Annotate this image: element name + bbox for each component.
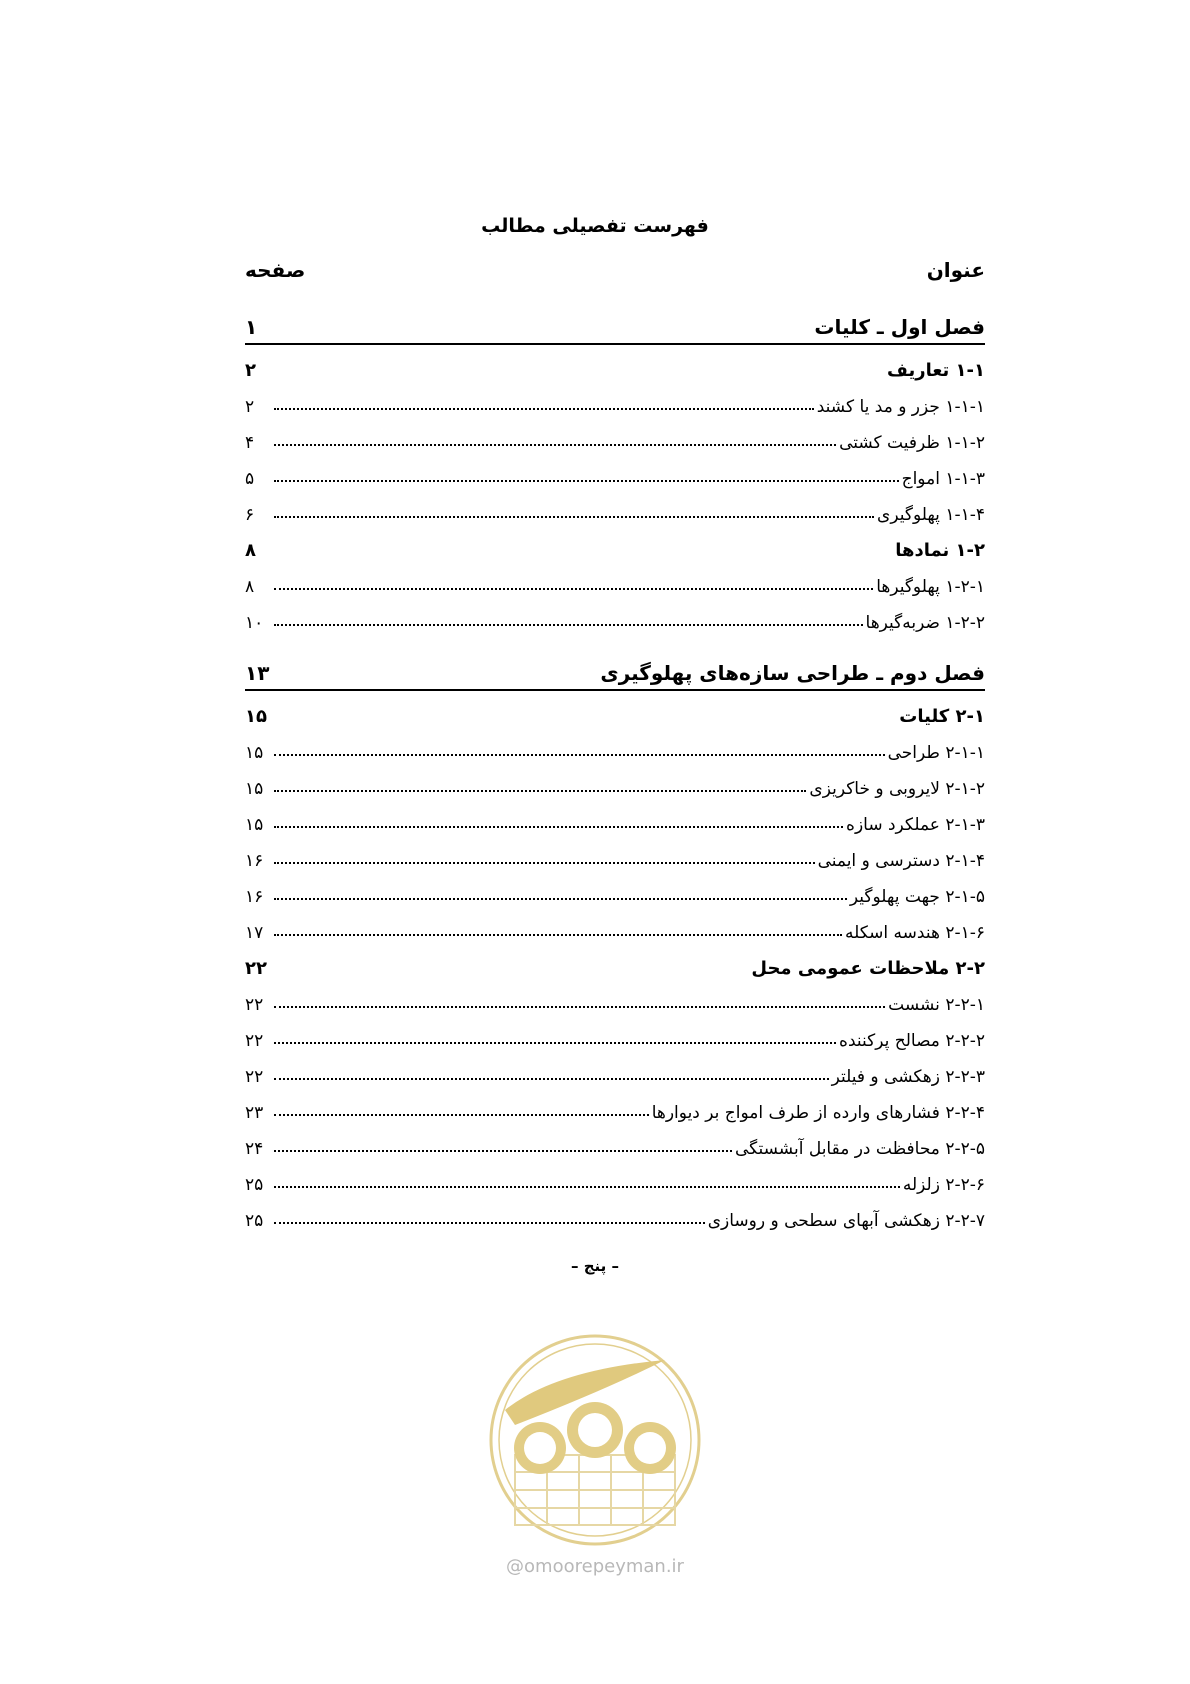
toc-item-row[interactable] bbox=[245, 1055, 985, 1091]
toc-entry-title: ۱-۱-۲ ظرفیت کشتی bbox=[839, 433, 985, 453]
toc-entry-page: ۸ bbox=[245, 577, 255, 597]
dot-leader bbox=[274, 754, 885, 756]
toc-entry-page: ۲ bbox=[245, 397, 255, 417]
toc-item-row[interactable] bbox=[245, 839, 985, 875]
watermark-seal-logo bbox=[485, 1330, 705, 1550]
toc-entry-page: ۱۵ bbox=[245, 706, 267, 727]
toc-entry-page: ۱۵ bbox=[245, 743, 264, 763]
toc-chapter-row[interactable] bbox=[245, 649, 985, 691]
toc-entry-title: ۱-۲ نمادها bbox=[895, 540, 985, 561]
toc-entry-page: ۱۵ bbox=[245, 815, 264, 835]
toc-entry-page: ۸ bbox=[245, 540, 256, 561]
toc-entry-title: ۱-۲-۲ ضربه‌گیرها bbox=[865, 613, 985, 633]
toc-entry-title: ۱-۲-۱ پهلوگیرها bbox=[876, 577, 985, 597]
toc-item-row[interactable] bbox=[245, 421, 985, 457]
toc-entry-page: ۲۵ bbox=[245, 1211, 264, 1231]
dot-leader bbox=[274, 624, 863, 626]
toc-entry-title: ۲-۲-۴ فشارهای وارده از طرف امواج بر دیوارها bbox=[651, 1103, 985, 1123]
toc-item-row[interactable] bbox=[245, 565, 985, 601]
toc-entry-page: ۶ bbox=[245, 505, 255, 525]
toc-entry-page: ۱ bbox=[245, 315, 258, 339]
toc-entry-title: ۲-۱-۴ دسترسی و ایمنی bbox=[817, 851, 985, 871]
toc-entry-page: ۲ bbox=[245, 360, 256, 381]
toc-entry-title: ۱-۱-۴ پهلوگیری bbox=[877, 505, 985, 525]
toc-item-row[interactable] bbox=[245, 731, 985, 767]
toc-entry-page: ۵ bbox=[245, 469, 255, 489]
toc-entry-page: ۲۵ bbox=[245, 1175, 264, 1195]
toc-entry-page: ۲۲ bbox=[245, 958, 267, 979]
dot-leader bbox=[274, 862, 815, 864]
toc-item-row[interactable] bbox=[245, 1127, 985, 1163]
toc-entry-page: ۲۲ bbox=[245, 995, 264, 1015]
toc-item-row[interactable] bbox=[245, 875, 985, 911]
toc-entry-title: ۲-۱-۵ جهت پهلوگیر bbox=[849, 887, 985, 907]
toc-item-row[interactable] bbox=[245, 767, 985, 803]
dot-leader bbox=[274, 1006, 885, 1008]
toc-entry-page: ۱۷ bbox=[245, 923, 264, 943]
toc-entry-page: ۱۵ bbox=[245, 779, 264, 799]
watermark-url: @omoorepeyman.ir bbox=[506, 1556, 684, 1577]
toc-entry-page: ۱۶ bbox=[245, 887, 264, 907]
toc-entry-page: ۲۲ bbox=[245, 1067, 264, 1087]
table-of-contents bbox=[245, 303, 985, 1235]
toc-entry-title: ۲-۱-۳ عملکرد سازه bbox=[846, 815, 985, 835]
page-number-footer: – پنج – bbox=[570, 1257, 619, 1275]
dot-leader bbox=[274, 898, 847, 900]
dot-leader bbox=[274, 826, 843, 828]
dot-leader bbox=[274, 516, 874, 518]
toc-entry-title: ۲-۲-۲ مصالح پرکننده bbox=[839, 1031, 985, 1051]
dot-leader bbox=[274, 1222, 705, 1224]
toc-entry-page: ۲۲ bbox=[245, 1031, 264, 1051]
toc-item-row[interactable] bbox=[245, 803, 985, 839]
toc-entry-title: ۲-۲-۵ محافظت در مقابل آبشستگی bbox=[734, 1139, 985, 1159]
toc-entry-title: ۲-۲-۷ زهکشی آبهای سطحی و روسازی bbox=[707, 1211, 985, 1231]
dot-leader bbox=[274, 444, 836, 446]
dot-leader bbox=[274, 1078, 829, 1080]
toc-entry-title: ۱-۱ تعاریف bbox=[887, 360, 985, 381]
chapter-spacer bbox=[245, 637, 985, 649]
page-title: فهرست تفصیلی مطالب bbox=[481, 215, 709, 237]
dot-leader bbox=[274, 1186, 900, 1188]
title-column-label: عنوان bbox=[926, 258, 985, 282]
toc-entry-title: ۲-۲-۳ زهکشی و فیلتر bbox=[831, 1067, 985, 1087]
dot-leader bbox=[274, 790, 806, 792]
toc-entry-page: ۱۳ bbox=[245, 661, 270, 685]
toc-entry-title: ۱-۱-۳ امواج bbox=[901, 469, 985, 489]
dot-leader bbox=[274, 1042, 836, 1044]
dot-leader bbox=[274, 934, 842, 936]
toc-entry-title: فصل اول ـ کلیات bbox=[814, 315, 985, 339]
toc-item-row[interactable] bbox=[245, 1199, 985, 1235]
toc-item-row[interactable] bbox=[245, 1163, 985, 1199]
toc-entry-title: ۲-۱-۱ طراحی bbox=[887, 743, 985, 763]
toc-section-row[interactable] bbox=[245, 947, 985, 983]
toc-entry-title: ۲-۲-۶ زلزله bbox=[902, 1175, 985, 1195]
page-column-label: صفحه bbox=[245, 258, 306, 282]
toc-entry-title: ۲-۱ کلیات bbox=[899, 706, 985, 727]
toc-section-row[interactable] bbox=[245, 349, 985, 385]
dot-leader bbox=[274, 1150, 732, 1152]
toc-entry-page: ۲۳ bbox=[245, 1103, 264, 1123]
toc-section-row[interactable] bbox=[245, 529, 985, 565]
toc-item-row[interactable] bbox=[245, 911, 985, 947]
toc-item-row[interactable] bbox=[245, 601, 985, 637]
toc-item-row[interactable] bbox=[245, 1091, 985, 1127]
toc-chapter-row[interactable] bbox=[245, 303, 985, 345]
toc-entry-title: فصل دوم ـ طراحی سازه‌های پهلوگیری bbox=[600, 661, 985, 685]
toc-entry-page: ۲۴ bbox=[245, 1139, 264, 1159]
toc-item-row[interactable] bbox=[245, 457, 985, 493]
toc-entry-title: ۲-۲-۱ نشست bbox=[888, 995, 985, 1015]
toc-item-row[interactable] bbox=[245, 493, 985, 529]
toc-entry-title: ۲-۱-۶ هندسه اسکله bbox=[845, 923, 985, 943]
toc-section-row[interactable] bbox=[245, 695, 985, 731]
toc-entry-title: ۲-۱-۲ لایروبی و خاکریزی bbox=[809, 779, 985, 799]
toc-entry-title: ۱-۱-۱ جزر و مد یا کشند bbox=[816, 397, 985, 417]
toc-entry-page: ۱۶ bbox=[245, 851, 264, 871]
toc-entry-page: ۴ bbox=[245, 433, 255, 453]
dot-leader bbox=[274, 588, 873, 590]
dot-leader bbox=[274, 408, 814, 410]
dot-leader bbox=[274, 480, 899, 482]
dot-leader bbox=[274, 1114, 649, 1116]
toc-entry-title: ۲-۲ ملاحظات عمومی محل bbox=[751, 958, 985, 979]
toc-entry-page: ۱۰ bbox=[245, 613, 264, 633]
toc-item-row[interactable] bbox=[245, 385, 985, 421]
column-header bbox=[245, 258, 985, 292]
toc-item-row[interactable] bbox=[245, 1019, 985, 1055]
toc-item-row[interactable] bbox=[245, 983, 985, 1019]
